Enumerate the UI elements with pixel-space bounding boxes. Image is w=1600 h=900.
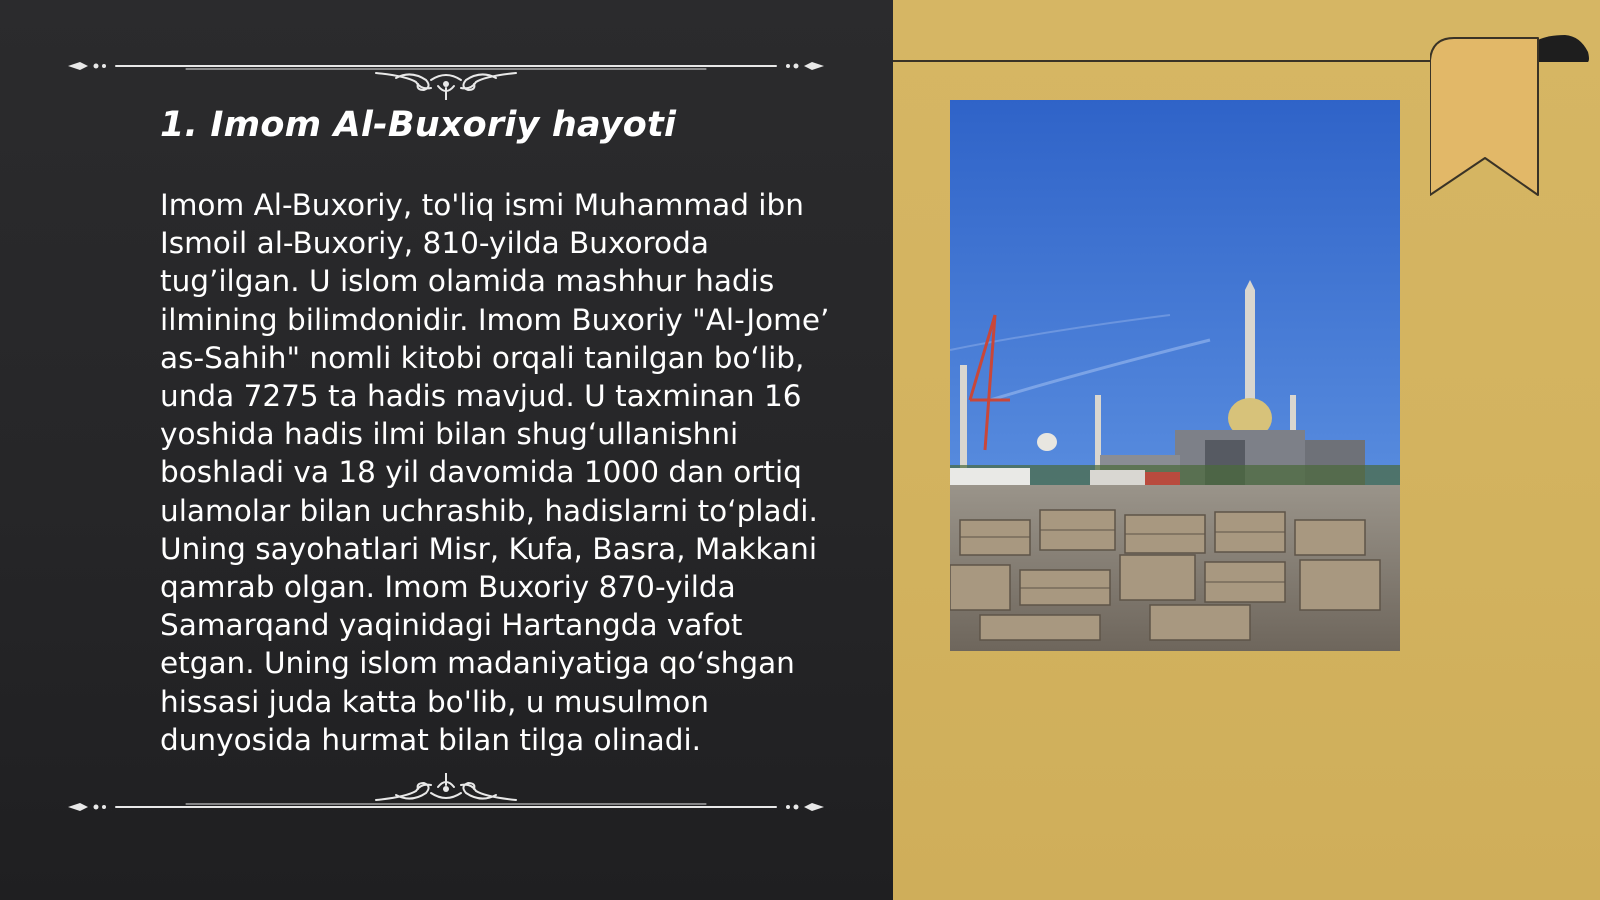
body-line: tug’ilgan. U islom olamida mashhur hadis: [160, 264, 775, 299]
body-line: hissasi juda katta bo'lib, u musulmon: [160, 684, 709, 719]
top-rule-line: [893, 60, 1438, 62]
body-line: etgan. Uning islom madaniyatiga qo‘shgan: [160, 646, 795, 681]
body-line: Imom Al-Buxoriy, to'liq ismi Muhammad ibn: [160, 188, 804, 222]
bottom-ornament-divider-icon: [66, 773, 826, 833]
slide-title: 1. Imom Al-Buxoriy hayoti: [160, 105, 677, 145]
bookmark-ribbon-icon: [1430, 30, 1600, 205]
body-line: ulamolar bilan uchrashib, hadislarni to‘pladi.: [160, 493, 818, 528]
body-line: Ismoil al-Buxoriy, 810-yilda Buxoroda: [160, 226, 709, 261]
body-line: qamrab olgan. Imom Buxoriy 870-yilda: [160, 570, 736, 605]
body-line: dunyosida hurmat bilan tilga olinadi.: [160, 722, 702, 757]
body-line: yoshida hadis ilmi bilan shug‘ullanishni: [160, 417, 739, 452]
body-line: Uning sayohatlari Misr, Kufa, Basra, Makkani: [160, 531, 818, 566]
body-line: boshladi va 18 yil davomida 1000 dan ortiq: [160, 455, 802, 490]
body-line: Samarqand yaqinidagi Hartangda vafot: [160, 608, 743, 643]
body-line: unda 7275 ta hadis mavjud. U taxminan 16: [160, 379, 802, 414]
mosque-construction-photo: [950, 100, 1400, 651]
top-ornament-divider-icon: [66, 40, 826, 100]
body-line: as-Sahih" nomli kitobi orqali tanilgan bo‘lib,: [160, 340, 805, 375]
body-line: ilmining bilimdonidir. Imom Buxoriy "Al-Jome’: [160, 302, 830, 337]
body-paragraph: [160, 186, 860, 759]
